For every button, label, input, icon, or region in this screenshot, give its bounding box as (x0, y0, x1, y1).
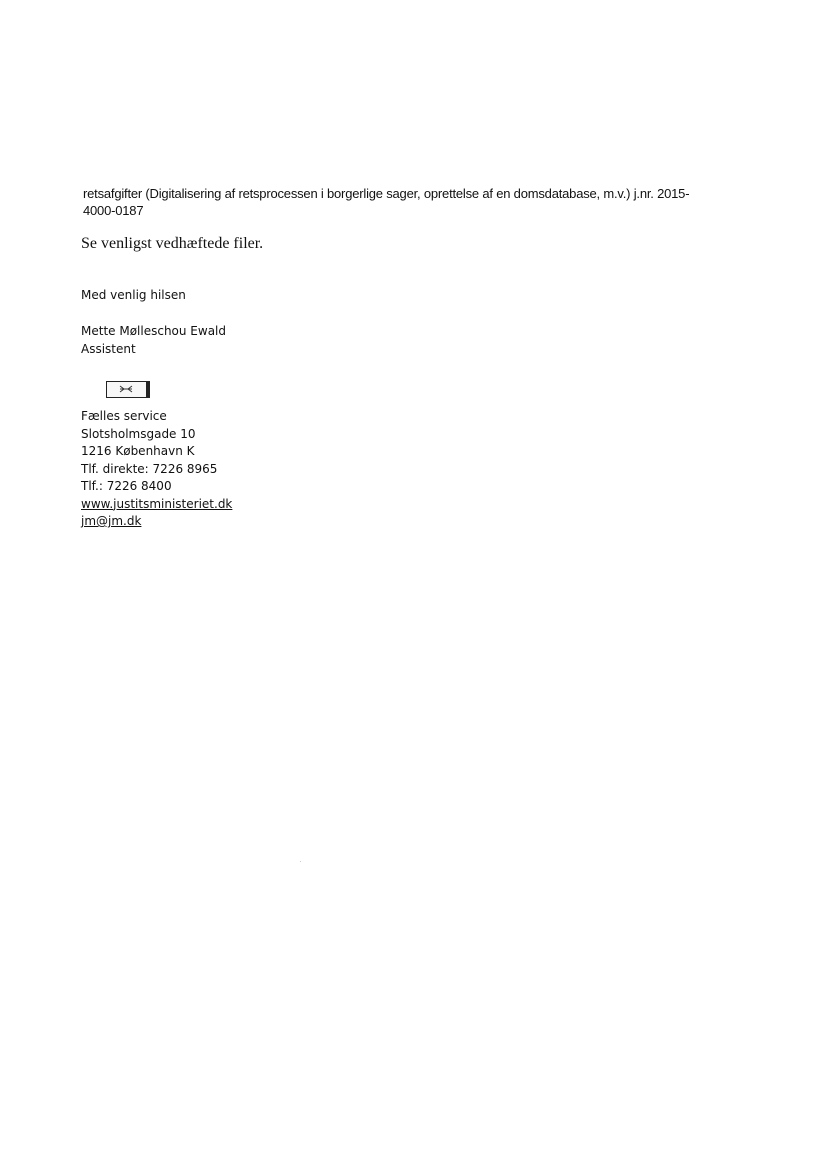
email-subject (83, 185, 733, 219)
subject-line-2: 4000-0187 (83, 203, 144, 218)
ministry-logo-icon (106, 381, 150, 398)
email-link[interactable]: jm@jm.dk (81, 514, 142, 528)
sender-block (81, 323, 226, 358)
phone-main: Tlf.: 7226 8400 (81, 479, 172, 493)
department: Fælles service (81, 409, 167, 423)
website-link[interactable]: www.justitsministeriet.dk (81, 496, 233, 511)
scan-speck (300, 861, 301, 862)
subject-line-1: retsafgifter (Digitalisering af retsprocessen i borgerlige sager, oprettelse af en domsdatabase, m.v.) j.nr. 2015- (83, 186, 690, 201)
message-body: Se venligst vedhæftede filer. (81, 235, 264, 252)
phone-direct: Tlf. direkte: 7226 8965 (81, 461, 218, 476)
sender-title: Assistent (81, 341, 136, 356)
sender-name: Mette Mølleschou Ewald (81, 324, 227, 338)
contact-block (81, 408, 232, 531)
street-address: Slotsholmsgade 10 (81, 426, 196, 441)
closing-greeting: Med venlig hilsen (81, 288, 186, 302)
city-address: 1216 København K (81, 444, 195, 458)
